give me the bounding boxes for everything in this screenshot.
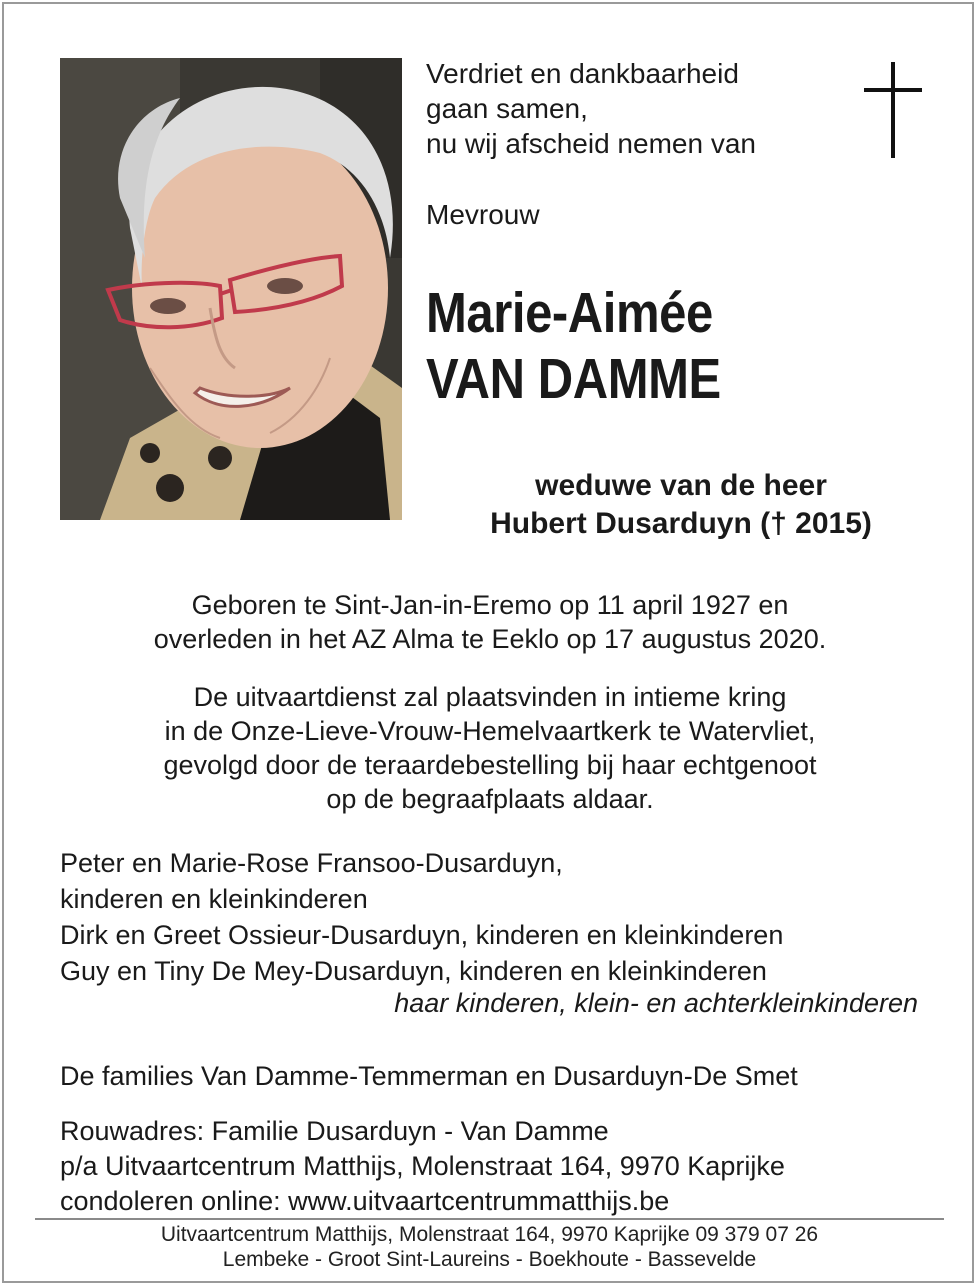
footer bbox=[35, 1222, 944, 1272]
paragraph-line: De uitvaartdienst zal plaatsvinden in intieme kring bbox=[193, 682, 787, 712]
portrait-photo bbox=[60, 58, 402, 520]
footer-divider bbox=[35, 1218, 944, 1220]
spouse-line: weduwe van de heer bbox=[535, 469, 827, 502]
paragraph-line: in de Onze-Lieve-Vrouw-Hemelvaartkerk te Watervliet, bbox=[164, 716, 816, 746]
family-line: Peter en Marie-Rose Fransoo-Dusarduyn, bbox=[60, 848, 563, 878]
families-line: De families Van Damme-Temmerman en Dusarduyn-De Smet bbox=[60, 1061, 798, 1091]
intro-line: Verdriet en dankbaarheid bbox=[426, 58, 739, 89]
spouse-info bbox=[420, 467, 942, 543]
last-name: VAN DAMME bbox=[426, 347, 721, 411]
intro-text bbox=[426, 56, 756, 161]
address-line: condoleren online: www.uitvaartcentrummatthijs.be bbox=[60, 1186, 670, 1216]
first-name: Marie-Aimée bbox=[426, 281, 713, 345]
footer-line: Uitvaartcentrum Matthijs, Molenstraat 164, 9970 Kaprijke 09 379 07 26 bbox=[160, 1223, 819, 1246]
spouse-line: Hubert Dusarduyn († 2015) bbox=[490, 507, 872, 540]
family-list bbox=[60, 845, 783, 989]
honorific: Mevrouw bbox=[426, 199, 540, 230]
intro-line: nu wij afscheid nemen van bbox=[426, 128, 756, 159]
cross-icon bbox=[864, 62, 922, 158]
paragraph-line: gevolgd door de teraardebestelling bij haar echtgenoot bbox=[163, 750, 817, 780]
family-line: Guy en Tiny De Mey-Dusarduyn, kinderen en kleinkinderen bbox=[60, 956, 767, 986]
birth-death-paragraph bbox=[40, 588, 940, 656]
address-line: p/a Uitvaartcentrum Matthijs, Molenstraat 164, 9970 Kaprijke bbox=[60, 1151, 785, 1181]
mourning-address bbox=[60, 1114, 785, 1219]
paragraph-line: Geboren te Sint-Jan-in-Eremo op 11 april 1927 en bbox=[191, 590, 789, 620]
footer-line: Lembeke - Groot Sint-Laureins - Boekhoute - Bassevelde bbox=[222, 1248, 757, 1271]
family-line: kinderen en kleinkinderen bbox=[60, 884, 368, 914]
paragraph-line: overleden in het AZ Alma te Eeklo op 17 augustus 2020. bbox=[153, 624, 827, 654]
deceased-name bbox=[426, 280, 721, 412]
intro-line: gaan samen, bbox=[426, 93, 588, 124]
address-line: Rouwadres: Familie Dusarduyn - Van Damme bbox=[60, 1116, 609, 1146]
service-paragraph bbox=[40, 680, 940, 816]
paragraph-line: op de begraafplaats aldaar. bbox=[326, 784, 654, 814]
family-line: Dirk en Greet Ossieur-Dusarduyn, kinderen en kleinkinderen bbox=[60, 920, 784, 950]
grandchildren-line: haar kinderen, klein- en achterkleinkinderen bbox=[394, 988, 918, 1018]
